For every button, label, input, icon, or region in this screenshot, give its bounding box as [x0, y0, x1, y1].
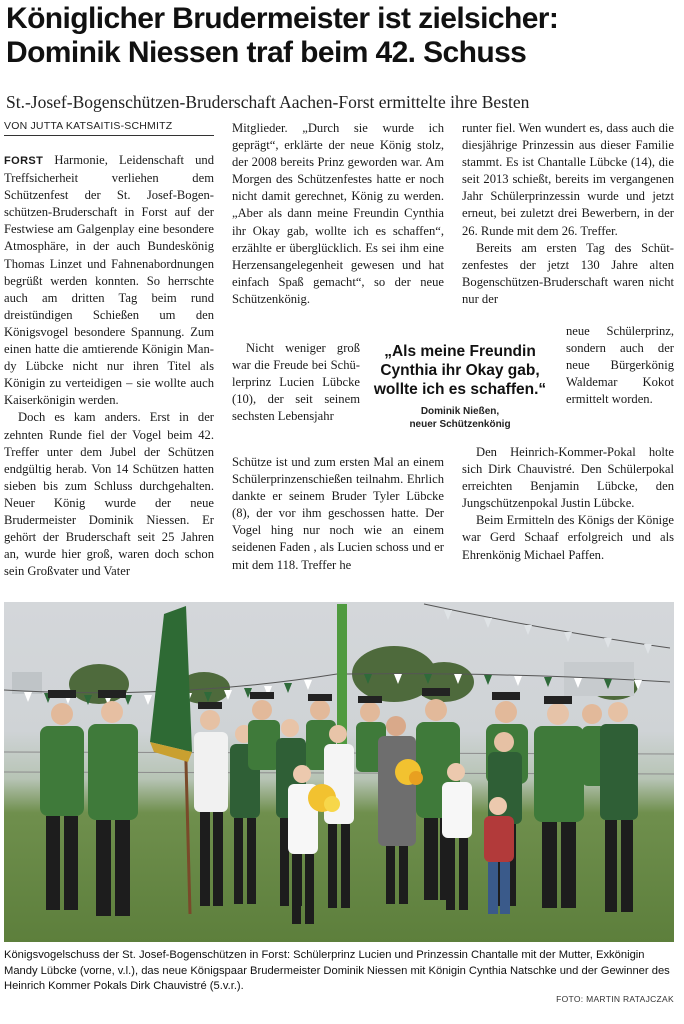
article-paragraph: Doch es kam anders. Erst in der zehnten Runde fiel der Vogel beim 42. Treffer unter dem Jubel der Schützen endgültig herab. Von 14 Schützen hatten sieben bis zum Schluss durchgehalten. Neuer König wurde der neue Brudermeister Dominik Niessen. Er gehört der Bruderschaft seit 25 Jahren an, wurde hier groß, waren doch schon sein Großvater und Vater	[4, 410, 214, 579]
paragraph-text: Harmonie, Leidenschaft und Treffsicherheit verliehen dem Schützenfest der St. Josef-Bogenschützen-Bruderschaft in Forst auf der Festwiese am Galgenplay eine besondere Atmosphäre, in der auch Bundeskönig Thomas Linzet und Fahnenabordnungen begrüßt werden konnten. So herrschte auch am dritten Tag beim rund dreistündigen Schießen um den Königsvogel besondere Spannung. Zum einen hatte die amtierende Königin Mandy Lübcke nicht nur ihren Titel als Königin zu verteidigen – sie wollte auch Kaiserkönigin werden.	[4, 153, 214, 408]
article-paragraph	[4, 152, 214, 409]
headline	[6, 2, 678, 70]
article-paragraph: runter fiel. Wen wundert es, dass auch die diesjährige Prinzessin aus dieser Familie stammt. Es ist Chantalle Lübcke (14), die seit 2013 schießt, bereits im vergangenen Jahr Schülerprinzessin wurde und jetzt erneut, bei zuletzt drei Bewerbern, in der 26. Runde mit dem 26. Treffer.	[462, 121, 674, 238]
byline: VON JUTTA KATSAITIS-SCHMITZ	[4, 120, 214, 136]
pull-quote-author	[364, 405, 556, 431]
article-column-2-narrow	[232, 340, 360, 425]
pull-quote-author-name: Dominik Nießen,	[420, 406, 500, 417]
photo-caption: Königsvogelschuss der St. Josef-Bogenschützen in Forst: Schülerprinz Lucien und Prinzessin Chantalle mit der Mutter, Exkönigin Mandy Lübcke (vorne, v.l.), das neue Königspaar Brudermeister Dominik Niessen mit Königin Cynthia Natschke und der Gewinner des Heinrich Kommer Pokals Dirk Chauvistré (5.v.r.).	[4, 949, 670, 992]
article-paragraph: Schütze ist und zum ersten Mal an einem Schülerprinzenschießen teilnahm. Ehrlich dankte er seinem Bruder Tyler Lübcke (8), der vor ihm geschossen hatte. Der Vogel hing nur noch wie an einem seidenen Faden , als Lucien schoss und er mit dem 118. Treffer he	[232, 455, 444, 572]
person	[378, 716, 416, 904]
headline-line-1: Königlicher Brudermeister ist zielsicher:	[6, 2, 559, 35]
pull-quote-author-role: neuer Schützenkönig	[409, 419, 511, 430]
pull-quote	[364, 340, 556, 440]
person	[324, 725, 354, 908]
article-column-2-bottom	[232, 454, 444, 574]
bunting-line	[424, 604, 670, 648]
headline-line-2: Dominik Niessen traf beim 42. Schuss	[6, 36, 527, 69]
person	[40, 690, 84, 910]
subheadline: St.-Josef-Bogenschützen-Bruderschaft Aachen-Forst ermittelte ihre Besten	[6, 92, 530, 112]
person	[88, 690, 138, 916]
person	[194, 702, 228, 906]
article-paragraph: Mitglieder. „Durch sie wurde ich geprägt“, erklärte der neue König stolz, der 2008 bereits Prinz geworden war. Am Morgen des Schützenfestes hatte er noch nicht damit gerechnet, König zu werden. „Aber als dann meine Freundin Cynthia ihr Okay gab, wollte ich es schaffen“, erzählte er überglücklich. Es sei ihm eine Herzensangelegenheit gewesen und hat einfach Spaß gemacht“, so der neue Schützenkönig.	[232, 121, 444, 306]
article-column-3-narrow	[566, 323, 674, 408]
tree-line	[69, 646, 638, 704]
byline-area	[4, 120, 214, 146]
article-paragraph: Nicht weniger groß war die Freude bei Schülerprinz Lucien Lübcke (10), der seit seinem sechsten Lebensjahr	[232, 341, 360, 424]
person	[600, 702, 638, 912]
article-paragraph: Bereits am ersten Tag des Schützenfestes der jetzt 130 Jahre alten Bogenschützen-Bruderschaft waren nicht nur der	[462, 240, 674, 306]
group-photo	[4, 602, 674, 942]
pull-quote-text: „Als meine Freundin Cynthia ihr Okay gab, wollte ich es schaffen.“	[373, 343, 547, 398]
article-column-1	[4, 152, 214, 580]
article-column-3-bottom	[462, 444, 674, 564]
article-paragraph: Beim Ermitteln des Königs der Könige war Gerd Schaaf erfolgreich und als Ehrenkönig Michael Paffen.	[462, 513, 674, 562]
dateline: FORST	[4, 155, 44, 167]
photo-credit: FOTO: MARTIN RATAJCZAK	[556, 994, 674, 1004]
group-photo-illustration	[4, 602, 674, 942]
banner-flag	[150, 606, 192, 752]
person	[442, 763, 472, 910]
article-column-2	[232, 120, 444, 308]
article-column-3	[462, 120, 674, 308]
person	[534, 696, 584, 908]
article-paragraph: Den Heinrich-Kommer-Pokal holte sich Dirk Chauvistré. Den Schülerpokal erreichten Benjamin Lübcke, den Jungschützenpokal Justin Lübcke.	[462, 445, 674, 511]
person	[248, 692, 280, 770]
article-paragraph: neue Schülerprinz, sondern auch der neue Bürgerkönig Waldemar Kokot ermittelt worden.	[566, 324, 674, 407]
